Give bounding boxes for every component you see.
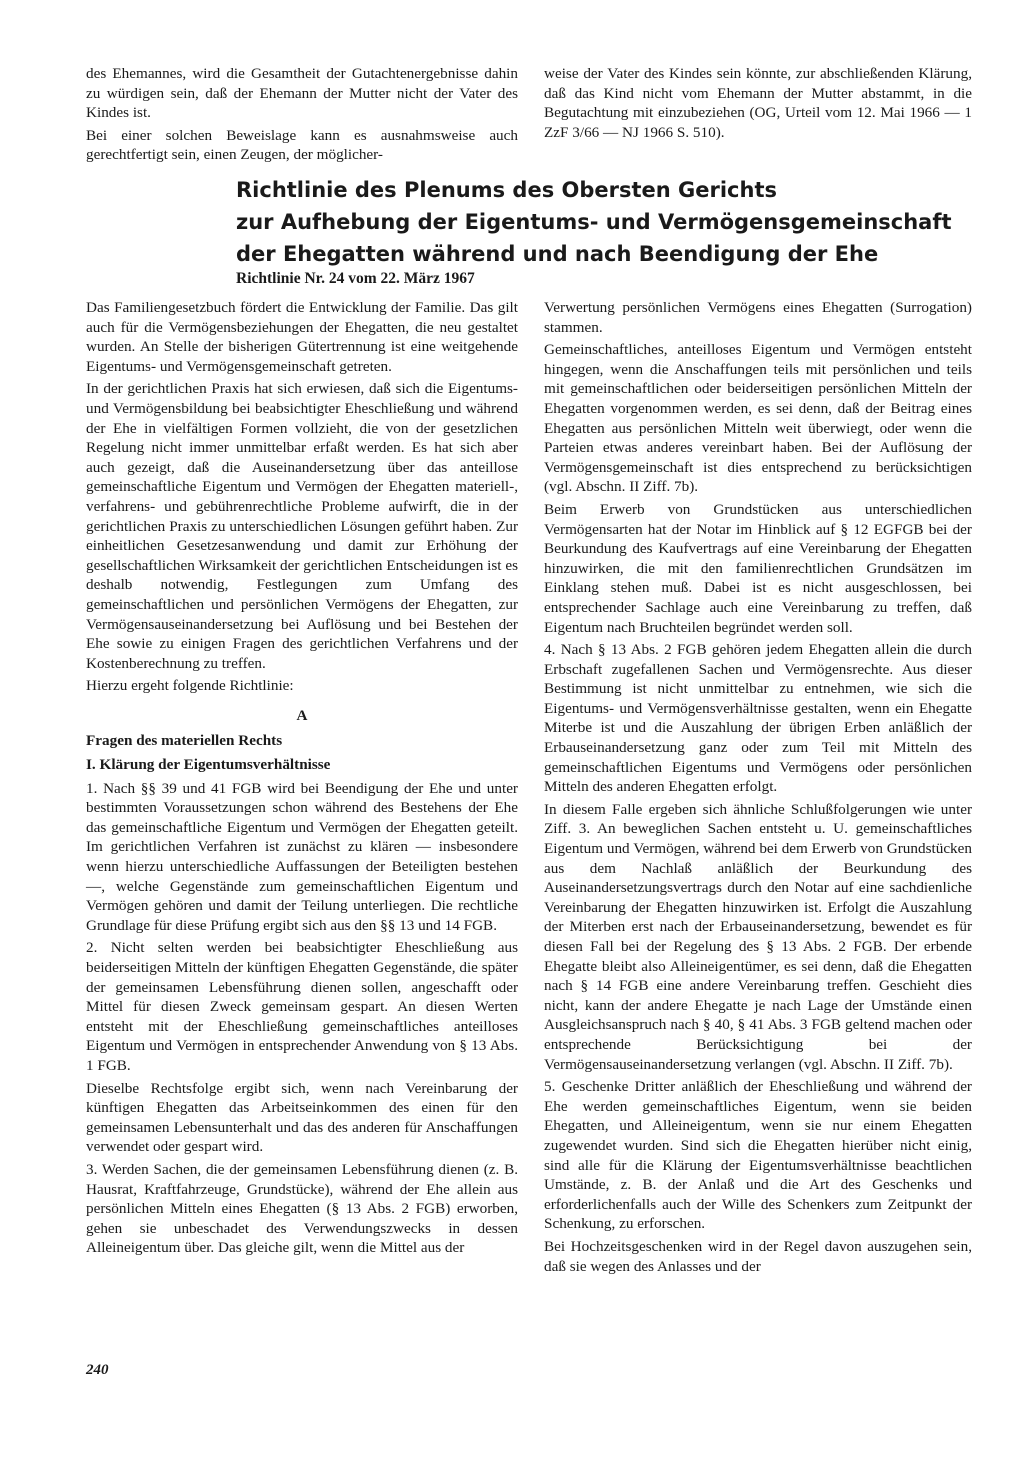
article-title-line: der Ehegatten während und nach Beendigung der Ehe — [236, 242, 879, 266]
paragraph: 2. Nicht selten werden bei beabsichtigter Eheschließung aus beiderseitigen Mitteln der künftigen Ehegatten Gegenstände, die später der gemeinsamen Lebensführung dienen sollen, angeschafft oder Mittel für diesen Zweck gemeinsam gespart. An diesen Werten entsteht mit der Eheschließung gemeinschaftliches anteilloses Eigentum und Vermögen in entsprechender Anwendung von § 13 Abs. 1 FGB. — [86, 939, 518, 1074]
paragraph: Dieselbe Rechtsfolge ergibt sich, wenn nach Vereinbarung der künftigen Ehegatten das Arbeitseinkommen des einen für den gemeinsamen Lebensunterhalt und das des anderen für Anschaffungen verwendet oder gespart wird. — [86, 1079, 518, 1156]
article-title-line: zur Aufhebung der Eigentums- und Vermögensgemeinschaft — [236, 210, 952, 234]
paragraph: 4. Nach § 13 Abs. 2 FGB gehören jedem Ehegatten allein die durch Erbschaft zugefallenen Sachen und Vermögensrechte. Aus dieser Bestimmung ist nicht unmittelbar zu entnehmen, wie sich die Eigentums- und Vermögensverhältnisse gestalten, wenn ein Ehegatte Miterbe ist und die Auszahlung der übrigen Erben anläßlich der Erbauseinandersetzung ganz oder zum Teil mit Mitteln des gemeinschaftlichen Eigentums und Vermögens oder persönlichen Mitteln des anderen Ehegatten erfolgt. — [544, 641, 972, 796]
paragraph: 3. Werden Sachen, die der gemeinsamen Lebensführung dienen (z. B. Hausrat, Kraftfahrzeuge, Grundstücke), während der Ehe allein aus persönlichen Mitteln eines Ehegatten (§ 13 Abs. 2 FGB) erworben, gehen sie unbeschadet des Verwendungszwecks in dessen Alleineigentum über. Das gleiche gilt, wenn die Mittel aus der — [86, 1160, 518, 1257]
section-title: Fragen des materiellen Rechts — [86, 732, 283, 750]
subsection-title: I. Klärung der Eigentumsverhältnisse — [86, 756, 331, 774]
main-left-column — [86, 298, 518, 1261]
paragraph: 5. Geschenke Dritter anläßlich der Eheschließung und während der Ehe werden gemeinschaftliches Eigentum, wenn sie beiden Ehegatten, und Alleineigentum, wenn sie nur einem Ehegatten zugewendet wurden. Sind sich die Ehegatten hierüber nicht einig, sind alle für die Klärung der Eigentumsverhältnisse beachtlichen Umstände, z. B. der Anlaß und die Art des Geschenks und erforderlichenfalls auch der Wille des Schenkers zum Zeitpunkt der Schenkung, zu erforschen. — [544, 1078, 972, 1233]
paragraph: Das Familiengesetzbuch fördert die Entwicklung der Familie. Das gilt auch für die Vermögensbeziehungen der Ehegatten, die neu gestaltet wurden. An Stelle der bisherigen Gütertrennung ist eine weitgehende Eigentums- und Vermögensgemeinschaft getreten. — [86, 299, 518, 375]
section-letter: A — [296, 706, 308, 724]
paragraph: Verwertung persönlichen Vermögens eines Ehegatten (Surrogation) stammen. — [544, 299, 972, 336]
paragraph: 1. Nach §§ 39 und 41 FGB wird bei Beendigung der Ehe und unter bestimmten Voraussetzungen schon während des Bestehens der Ehe das gemeinschaftliche Eigentum und Vermögen der Ehegatten geteilt. Im gerichtlichen Verfahren ist zunächst zu klären — insbesondere wenn hierzu unterschiedliche Auffassungen der Beteiligten bestehen —, welche Gegenstände zum gemeinschaftlichen Eigentum und Vermögen gehören und damit der Teilung unterliegen. Die rechtliche Grundlage für diese Prüfung ergibt sich aus den §§ 13 und 14 FGB. — [86, 779, 518, 934]
paragraph: Bei Hochzeitsgeschenken wird in der Regel davon auszugehen sein, daß sie wegen des Anlasses und der — [544, 1237, 972, 1275]
top-left-column — [86, 64, 518, 168]
paragraph: In der gerichtlichen Praxis hat sich erwiesen, daß sich die Eigentums- und Vermögensbildung bei beabsichtigter Eheschließung und während der Ehe in vielfältigen Formen vollzieht, die von der gesetzlichen Regelung nicht immer unmittelbar erfaßt werden. Es hat sich aber auch gezeigt, daß die Auseinandersetzung über das anteillose gemeinschaftliche Eigentum und Vermögen der Ehegatten materiell-, verfahrens- und gebührenrechtliche Probleme aufwirft, die in der gerichtlichen Praxis zu unterschiedlichen Lösungen geführt haben. Zur einheitlichen Gesetzesanwendung und damit zur Erhöhung der gesellschaftlichen Wirksamkeit der gerichtlichen Entscheidungen ist es deshalb notwendig, Festlegungen zum Umfang des gemeinschaftlichen und persönlichen Vermögens der Ehegatten, zur Vermögensauseinandersetzung bei Auflösung und bei Bestehen der Ehe sowie zu einigen Fragen des gerichtlichen Verfahrens und der Kostenberechnung zu treffen. — [86, 380, 518, 672]
paragraph: Gemeinschaftliches, anteilloses Eigentum und Vermögen entsteht hingegen, wenn die Anschaffungen teils mit persönlichen und teils mit gemeinschaftlichen oder beiderseitigen persönlichen Mitteln der Ehegatten vorgenommen werden, es sei denn, daß der Beitrag eines Ehegatten aus persönlichen Mitteln weit überwiegt, oder wenn die Parteien etwas anderes vereinbart haben. Bei der Auflösung der Vermögensgemeinschaft ist dies entsprechend zu berücksichtigen (vgl. Abschn. II Ziff. 7b). — [544, 341, 972, 496]
paragraph: Hierzu ergeht folgende Richtlinie: — [86, 677, 294, 695]
page-number: 240 — [86, 1362, 109, 1378]
paragraph: Bei einer solchen Beweislage kann es ausnahmsweise auch gerechtfertigt sein, einen Zeugen, der möglicher- — [86, 126, 518, 164]
paragraph: des Ehemannes, wird die Gesamtheit der Gutachtenergebnisse dahin zu würdigen sein, daß der Ehemann der Mutter nicht der Vater des Kindes ist. — [86, 65, 518, 122]
article-title-line: Richtlinie des Plenums des Obersten Gerichts — [236, 178, 777, 202]
paragraph: Beim Erwerb von Grundstücken aus unterschiedlichen Vermögensarten hat der Notar im Hinblick auf § 12 EGFGB bei der Beurkundung des Kaufvertrags auf eine Vereinbarung der Ehegatten hinzuwirken, die mit den familienrechtlichen Grundsätzen im Einklang stehen muß. Dabei ist es nicht ausgeschlossen, bei entsprechender Sachlage auch eine Vereinbarung zu treffen, daß Eigentum nach Bruchteilen begründet werden soll. — [544, 500, 972, 636]
main-right-column — [544, 298, 972, 1279]
top-right-column — [544, 64, 972, 145]
article-subtitle: Richtlinie Nr. 24 vom 22. März 1967 — [236, 270, 475, 287]
paragraph: weise der Vater des Kindes sein könnte, zur abschließenden Klärung, daß das Kind nicht vom Ehemann der Mutter abstammt, in die Begutachtung mit einzubeziehen (OG, Urteil vom 12. Mai 1966 — 1 ZzF 3/66 — NJ 1966 S. 510). — [544, 65, 972, 141]
article-title — [236, 174, 956, 270]
paragraph: In diesem Falle ergeben sich ähnliche Schlußfolgerungen wie unter Ziff. 3. An beweglichen Sachen entsteht u. U. gemeinschaftliches Eigentum und Vermögen, während bei dem Erwerb von Grundstücken aus dem Nachlaß anläßlich der Beurkundung des Auseinandersetzungsvertrags durch den Notar auf eine sachdienliche Vereinbarung der Ehegatten hinzuwirken ist. Erfolgt die Auszahlung der Miterben erst nach der Erbauseinandersetzung, bewendet es für diesen Fall bei der Regelung des § 13 Abs. 2 FGB. Der erbende Ehegatte bleibt also Alleineigentümer, es sei denn, daß die Ehegatten nach § 14 FGB eine andere Vereinbarung treffen. Geschieht dies nicht, kann der andere Ehegatte je nach Lage der Umstände einen Ausgleichsanspruch nach § 40, § 41 Abs. 3 FGB geltend machen oder entsprechende Berücksichtigung bei der Vermögensauseinandersetzung verlangen (vgl. Abschn. II Ziff. 7b). — [544, 800, 972, 1073]
